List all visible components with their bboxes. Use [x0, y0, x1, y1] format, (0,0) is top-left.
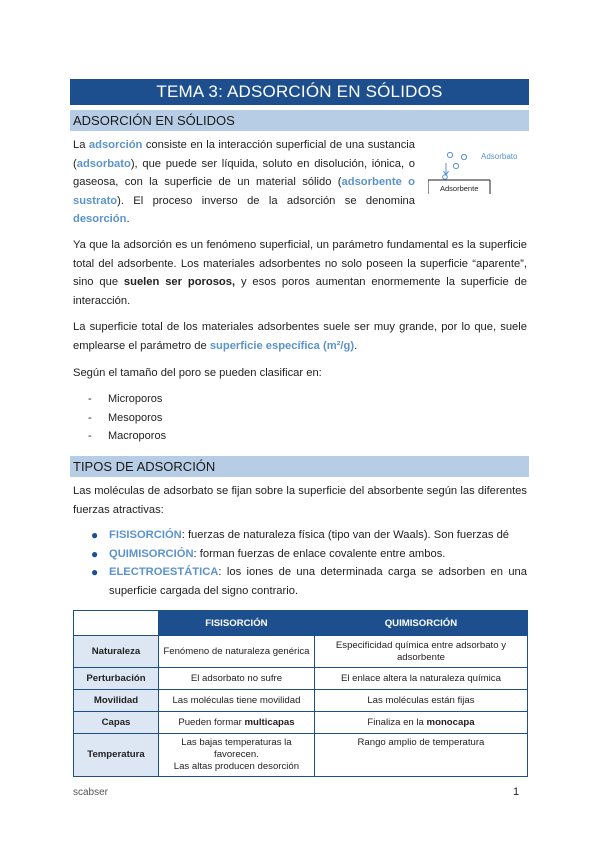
adsorption-types-list — [90, 526, 527, 600]
table-header-row — [74, 611, 528, 636]
bullet-icon: ● — [91, 546, 99, 561]
row-header: Perturbación — [74, 668, 159, 690]
term-electroestatica: ELECTROESTÁTICA — [109, 566, 219, 579]
term-adsorbato: adsorbato — [76, 157, 131, 170]
table-cell: Fenómeno de naturaleza genérica — [159, 636, 315, 668]
term-fisisorcion: FISISORCIÓN — [109, 529, 182, 541]
row-header: Movilidad — [74, 690, 159, 712]
footer-author: scabser — [73, 787, 109, 798]
paragraph-pore-classification: Según el tamaño del poro se pueden clasificar en: — [73, 367, 322, 379]
list-item: - Microporos — [88, 393, 163, 405]
list-item: - Macroporos — [88, 430, 167, 442]
table-cell: Las moléculas están fijas — [314, 690, 527, 712]
text-run: ), que puede ser líquida, soluto en disolución, iónica, o gaseosa, con la superficie de un material sólido ( — [73, 157, 415, 189]
pore-list — [88, 390, 166, 446]
term-desorcion: desorción — [73, 213, 127, 226]
row-header: Naturaleza — [74, 636, 159, 668]
bullet-icon: ● — [91, 528, 99, 542]
paragraph-surface — [73, 236, 527, 310]
adsorption-diagram — [428, 146, 528, 198]
emphasis-multicapas: multicapas — [244, 716, 295, 728]
text-run: : fuerzas de naturaleza física (tipo van der Waals). Son fuerzas dé — [181, 529, 510, 541]
list-item: - Mesoporos — [88, 411, 163, 424]
text-line: Las altas producen desorción — [173, 761, 300, 772]
column-header-fisisorcion: FISISORCIÓN — [159, 611, 315, 636]
comparison-table — [73, 610, 528, 777]
table-cell: Rango amplio de temperatura — [314, 734, 527, 777]
list-item — [90, 545, 527, 564]
text-line: Las bajas temperaturas la favorecen. — [181, 737, 292, 760]
table-corner — [74, 611, 159, 636]
page-title: TEMA 3: ADSORCIÓN EN SÓLIDOS — [70, 79, 529, 105]
text-run: : forman fuerzas de enlace covalente entre ambos. — [193, 547, 446, 560]
table-cell: El enlace altera la naturaleza química — [314, 668, 527, 690]
table-cell: Las moléculas tiene movilidad — [159, 690, 315, 712]
term-superficie-especifica: superficie específica (m²/g) — [209, 339, 355, 352]
text-run: . — [354, 339, 358, 352]
term-quimisorcion: QUIMISORCIÓN — [109, 547, 194, 560]
molecule-icon — [443, 175, 448, 180]
text-run: . — [126, 213, 130, 226]
table-cell: Especificidad química entre adsorbato y adsorbente — [314, 636, 527, 668]
molecule-icon — [461, 154, 466, 159]
bullet-icon: ● — [91, 565, 99, 580]
page-number: 1 — [513, 786, 520, 798]
molecule-icon — [447, 152, 452, 157]
term-adsorbente: adsorbente o sustrato — [73, 176, 416, 207]
text-run: y esos poros aumentan enormemente la superficie de interacción. — [73, 276, 527, 307]
label-adsorbato: Adsorbato — [481, 152, 518, 161]
table-row — [74, 734, 528, 777]
section-heading-adsorcion: ADSORCIÓN EN SÓLIDOS — [70, 110, 529, 131]
text-run: Pueden formar — [178, 716, 245, 728]
text-run: La superficie total de los materiales adsorbentes suele ser muy grande, por lo que, suele emplearse el parámetro de — [73, 321, 527, 352]
text-run: La — [73, 139, 89, 151]
paragraph-specific-surface — [73, 318, 527, 355]
row-header: Temperatura — [74, 734, 159, 777]
column-header-quimisorcion: QUIMISORCIÓN — [314, 611, 527, 636]
list-item-label: Microporos — [108, 393, 163, 405]
table-cell: El adsorbato no sufre — [159, 668, 315, 690]
row-header: Capas — [74, 712, 159, 734]
text-run: Ya que la adsorción es un fenómeno superficial, un parámetro fundamental es la superficie total del adsorbente. Los materiales adsorbentes no solo poseen la superficie “aparente”, sino que — [73, 239, 527, 289]
emphasis-porosos: suelen ser porosos, — [123, 276, 236, 289]
table-cell — [159, 712, 315, 734]
table-cell — [314, 712, 527, 734]
term-adsorcion: adsorción — [88, 139, 143, 151]
paragraph-types-intro: Las moléculas de adsorbato se fijan sobre la superficie del absorbente según las diferentes fuerzas atractivas: — [73, 485, 527, 516]
section-heading-tipos: TIPOS DE ADSORCIÓN — [70, 456, 529, 477]
list-item-label: Macroporos — [108, 430, 167, 442]
table-row — [74, 668, 528, 690]
list-item — [90, 526, 527, 545]
text-run: Finaliza en la — [367, 716, 427, 728]
list-item — [90, 563, 527, 600]
text-run: : los iones de una determinada carga se adsorben en una superficie cargada del signo contrario. — [109, 566, 527, 597]
table-row — [74, 690, 528, 712]
text-run: ). El proceso inverso de la adsorción se denomina — [117, 194, 415, 207]
label-adsorbente: Adsorbente — [440, 184, 479, 193]
paragraph-definition — [73, 136, 415, 229]
list-item-label: Mesoporos — [108, 411, 163, 424]
emphasis-monocapa: monocapa — [426, 716, 475, 728]
table-row — [74, 712, 528, 734]
table-cell — [159, 734, 315, 777]
text-run: consiste en la interacción superficial de una sustancia ( — [73, 139, 415, 170]
table-row — [74, 636, 528, 668]
molecule-icon — [453, 163, 458, 168]
